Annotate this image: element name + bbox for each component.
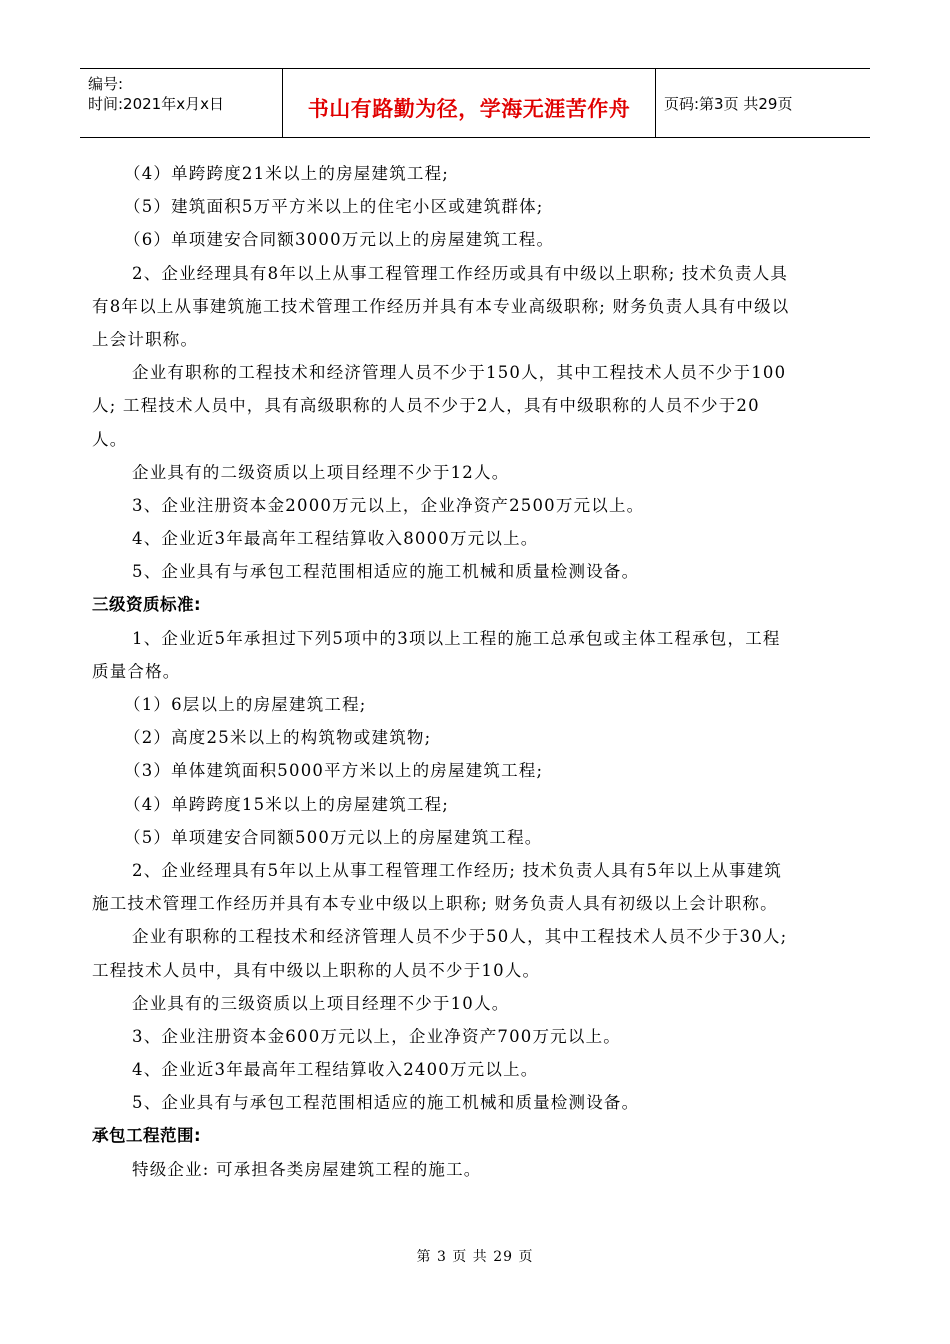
paragraph-line: （5）建筑面积5万平方米以上的住宅小区或建筑群体;	[124, 197, 544, 217]
paragraph-line: 上会计职称。	[92, 329, 199, 349]
paragraph-line: 人; 工程技术人员中，具有高级职称的人员不少于2人，具有中级职称的人员不少于20	[92, 396, 760, 416]
paragraph-line: 特级企业: 可承担各类房屋建筑工程的施工。	[132, 1159, 482, 1179]
paragraph-line: 2、企业经理具有5年以上从事工程管理工作经历; 技术负责人具有5年以上从事建筑	[132, 860, 783, 880]
paragraph-line: （6）单项建安合同额3000万元以上的房屋建筑工程。	[124, 230, 555, 250]
paragraph-line: 人。	[92, 429, 128, 449]
header-page-cell	[656, 69, 870, 137]
paragraph-line: 2、企业经理具有8年以上从事工程管理工作经历或具有中级以上职称; 技术负责人具	[132, 263, 789, 283]
header-page-number: 页码:第3页 共29页	[664, 95, 793, 113]
paragraph-line: 企业有职称的工程技术和经济管理人员不少于150人，其中工程技术人员不少于100	[132, 363, 787, 383]
document-number-label: 编号:	[88, 75, 124, 93]
header-info-cell	[80, 69, 283, 137]
paragraph-line: 工程技术人员中，具有中级以上职称的人员不少于10人。	[92, 960, 541, 980]
paragraph-line: 5、企业具有与承包工程范围相适应的施工机械和质量检测设备。	[132, 562, 640, 582]
paragraph-line: 5、企业具有与承包工程范围相适应的施工机械和质量检测设备。	[132, 1093, 640, 1113]
paragraph-line: 质量合格。	[92, 661, 181, 681]
paragraph-line: 企业具有的二级资质以上项目经理不少于12人。	[132, 462, 510, 482]
paragraph-line: （4）单跨跨度15米以上的房屋建筑工程;	[124, 794, 450, 814]
paragraph-line: （4）单跨跨度21米以上的房屋建筑工程;	[124, 164, 450, 183]
paragraph-line: （5）单项建安合同额500万元以上的房屋建筑工程。	[124, 827, 543, 847]
paragraph-line: 有8年以上从事建筑施工技术管理工作经历并具有本专业高级职称; 财务负责人具有中级以	[92, 296, 790, 316]
paragraph-line: （3）单体建筑面积5000平方米以上的房屋建筑工程;	[124, 761, 544, 781]
paragraph-line: 施工技术管理工作经历并具有本专业中级以上职称; 财务负责人具有初级以上会计职称。	[92, 894, 778, 914]
header-motto-cell	[283, 69, 656, 137]
page-header	[80, 68, 870, 138]
section-heading: 三级资质标准:	[92, 595, 202, 615]
document-date-label: 时间:2021年x月x日	[88, 95, 224, 113]
paragraph-line: 1、企业近5年承担过下列5项中的3项以上工程的施工总承包或主体工程承包，工程	[132, 628, 781, 648]
document-body	[92, 157, 852, 1186]
paragraph-line: （2）高度25米以上的构筑物或建筑物;	[124, 728, 432, 748]
paragraph-line: 3、企业注册资本金2000万元以上，企业净资产2500万元以上。	[132, 495, 645, 515]
paragraph-line: 4、企业近3年最高年工程结算收入8000万元以上。	[132, 529, 539, 549]
header-motto: 书山有路勤为径，学海无涯苦作舟	[307, 97, 631, 121]
paragraph-line: 企业具有的三级资质以上项目经理不少于10人。	[132, 993, 510, 1013]
paragraph-line: 企业有职称的工程技术和经济管理人员不少于50人，其中工程技术人员不少于30人;	[132, 927, 788, 947]
paragraph-line: 3、企业注册资本金600万元以上，企业净资产700万元以上。	[132, 1026, 621, 1046]
paragraph-line: 4、企业近3年最高年工程结算收入2400万元以上。	[132, 1060, 539, 1080]
paragraph-line: （1）6层以上的房屋建筑工程;	[124, 695, 367, 714]
page-footer: 第 3 页 共 29 页	[416, 1249, 534, 1265]
section-heading: 承包工程范围:	[92, 1126, 202, 1146]
